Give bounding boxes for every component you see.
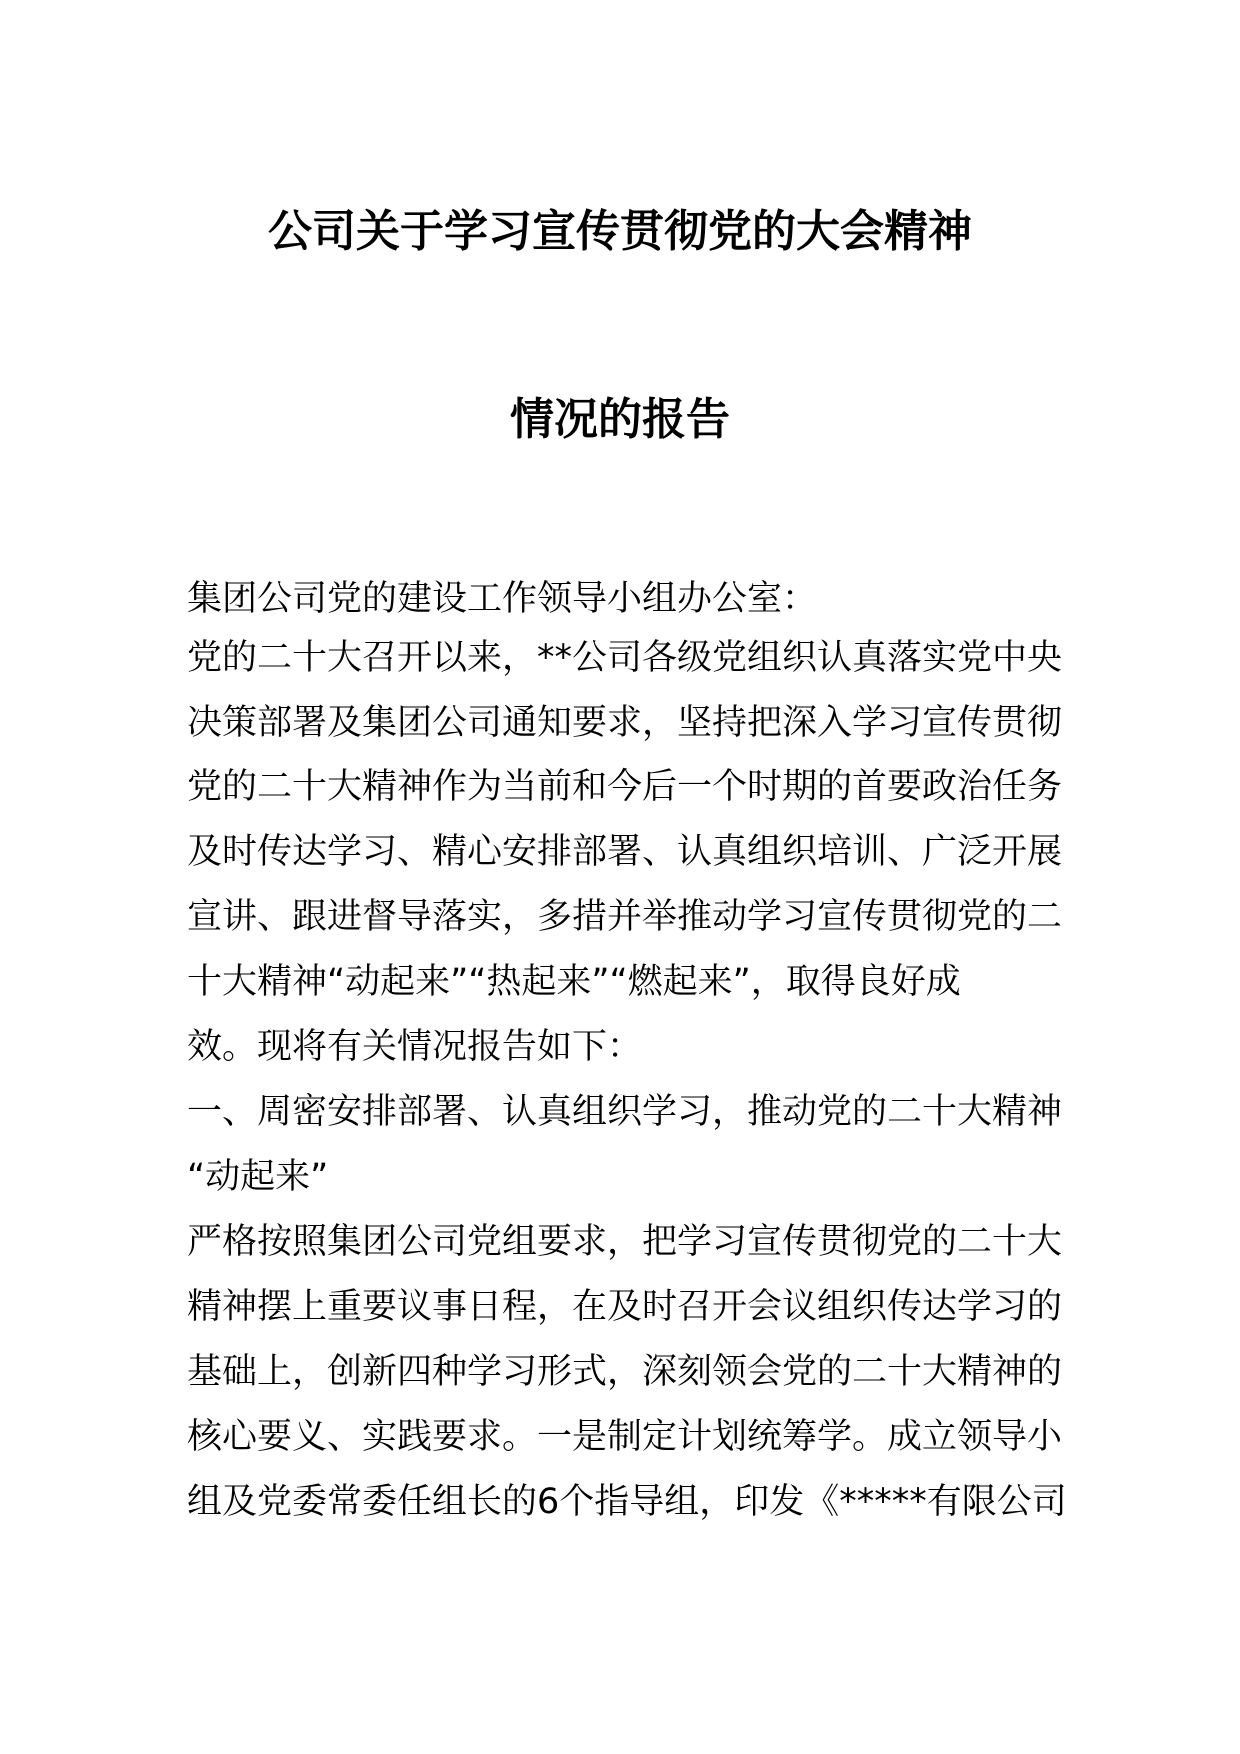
- body-line: 及时传达学习、精心安排部署、认真组织培训、广泛开展: [187, 832, 1063, 872]
- body-line: 效。现将有关情况报告如下：: [187, 1027, 643, 1067]
- body-line: 宣讲、跟进督导落实，多措并举推动学习宣传贯彻党的二: [187, 897, 1063, 937]
- document-title-line-1: 公司关于学习宣传贯彻党的大会精神: [268, 206, 972, 257]
- body-line: 党的二十大精神作为当前和今后一个时期的首要政治任务: [187, 767, 1063, 807]
- body-line: 核心要义、实践要求。一是制定计划统筹学。成立领导小: [187, 1417, 1063, 1457]
- body-line: 党的二十大召开以来，**公司各级党组织认真落实党中央: [187, 638, 1063, 678]
- section-heading-line-2: “动起来”: [187, 1157, 329, 1197]
- salutation-line: 集团公司党的建设工作领导小组办公室：: [187, 579, 818, 619]
- body-line: 十大精神“动起来”“热起来”“燃起来”，取得良好成: [187, 962, 961, 1002]
- body-line: 组及党委常委任组长的6个指导组，印发《*****有限公司: [187, 1482, 1067, 1522]
- body-line: 精神摆上重要议事日程，在及时召开会议组织传达学习的: [187, 1287, 1063, 1327]
- section-heading-line-1: 一、周密安排部署、认真组织学习，推动党的二十大精神: [187, 1092, 1063, 1132]
- body-line: 决策部署及集团公司通知要求，坚持把深入学习宣传贯彻: [187, 703, 1063, 743]
- body-line: 基础上，创新四种学习形式，深刻领会党的二十大精神的: [187, 1352, 1063, 1392]
- body-line: 严格按照集团公司党组要求，把学习宣传贯彻党的二十大: [187, 1222, 1063, 1262]
- document-title-line-2: 情况的报告: [510, 394, 730, 445]
